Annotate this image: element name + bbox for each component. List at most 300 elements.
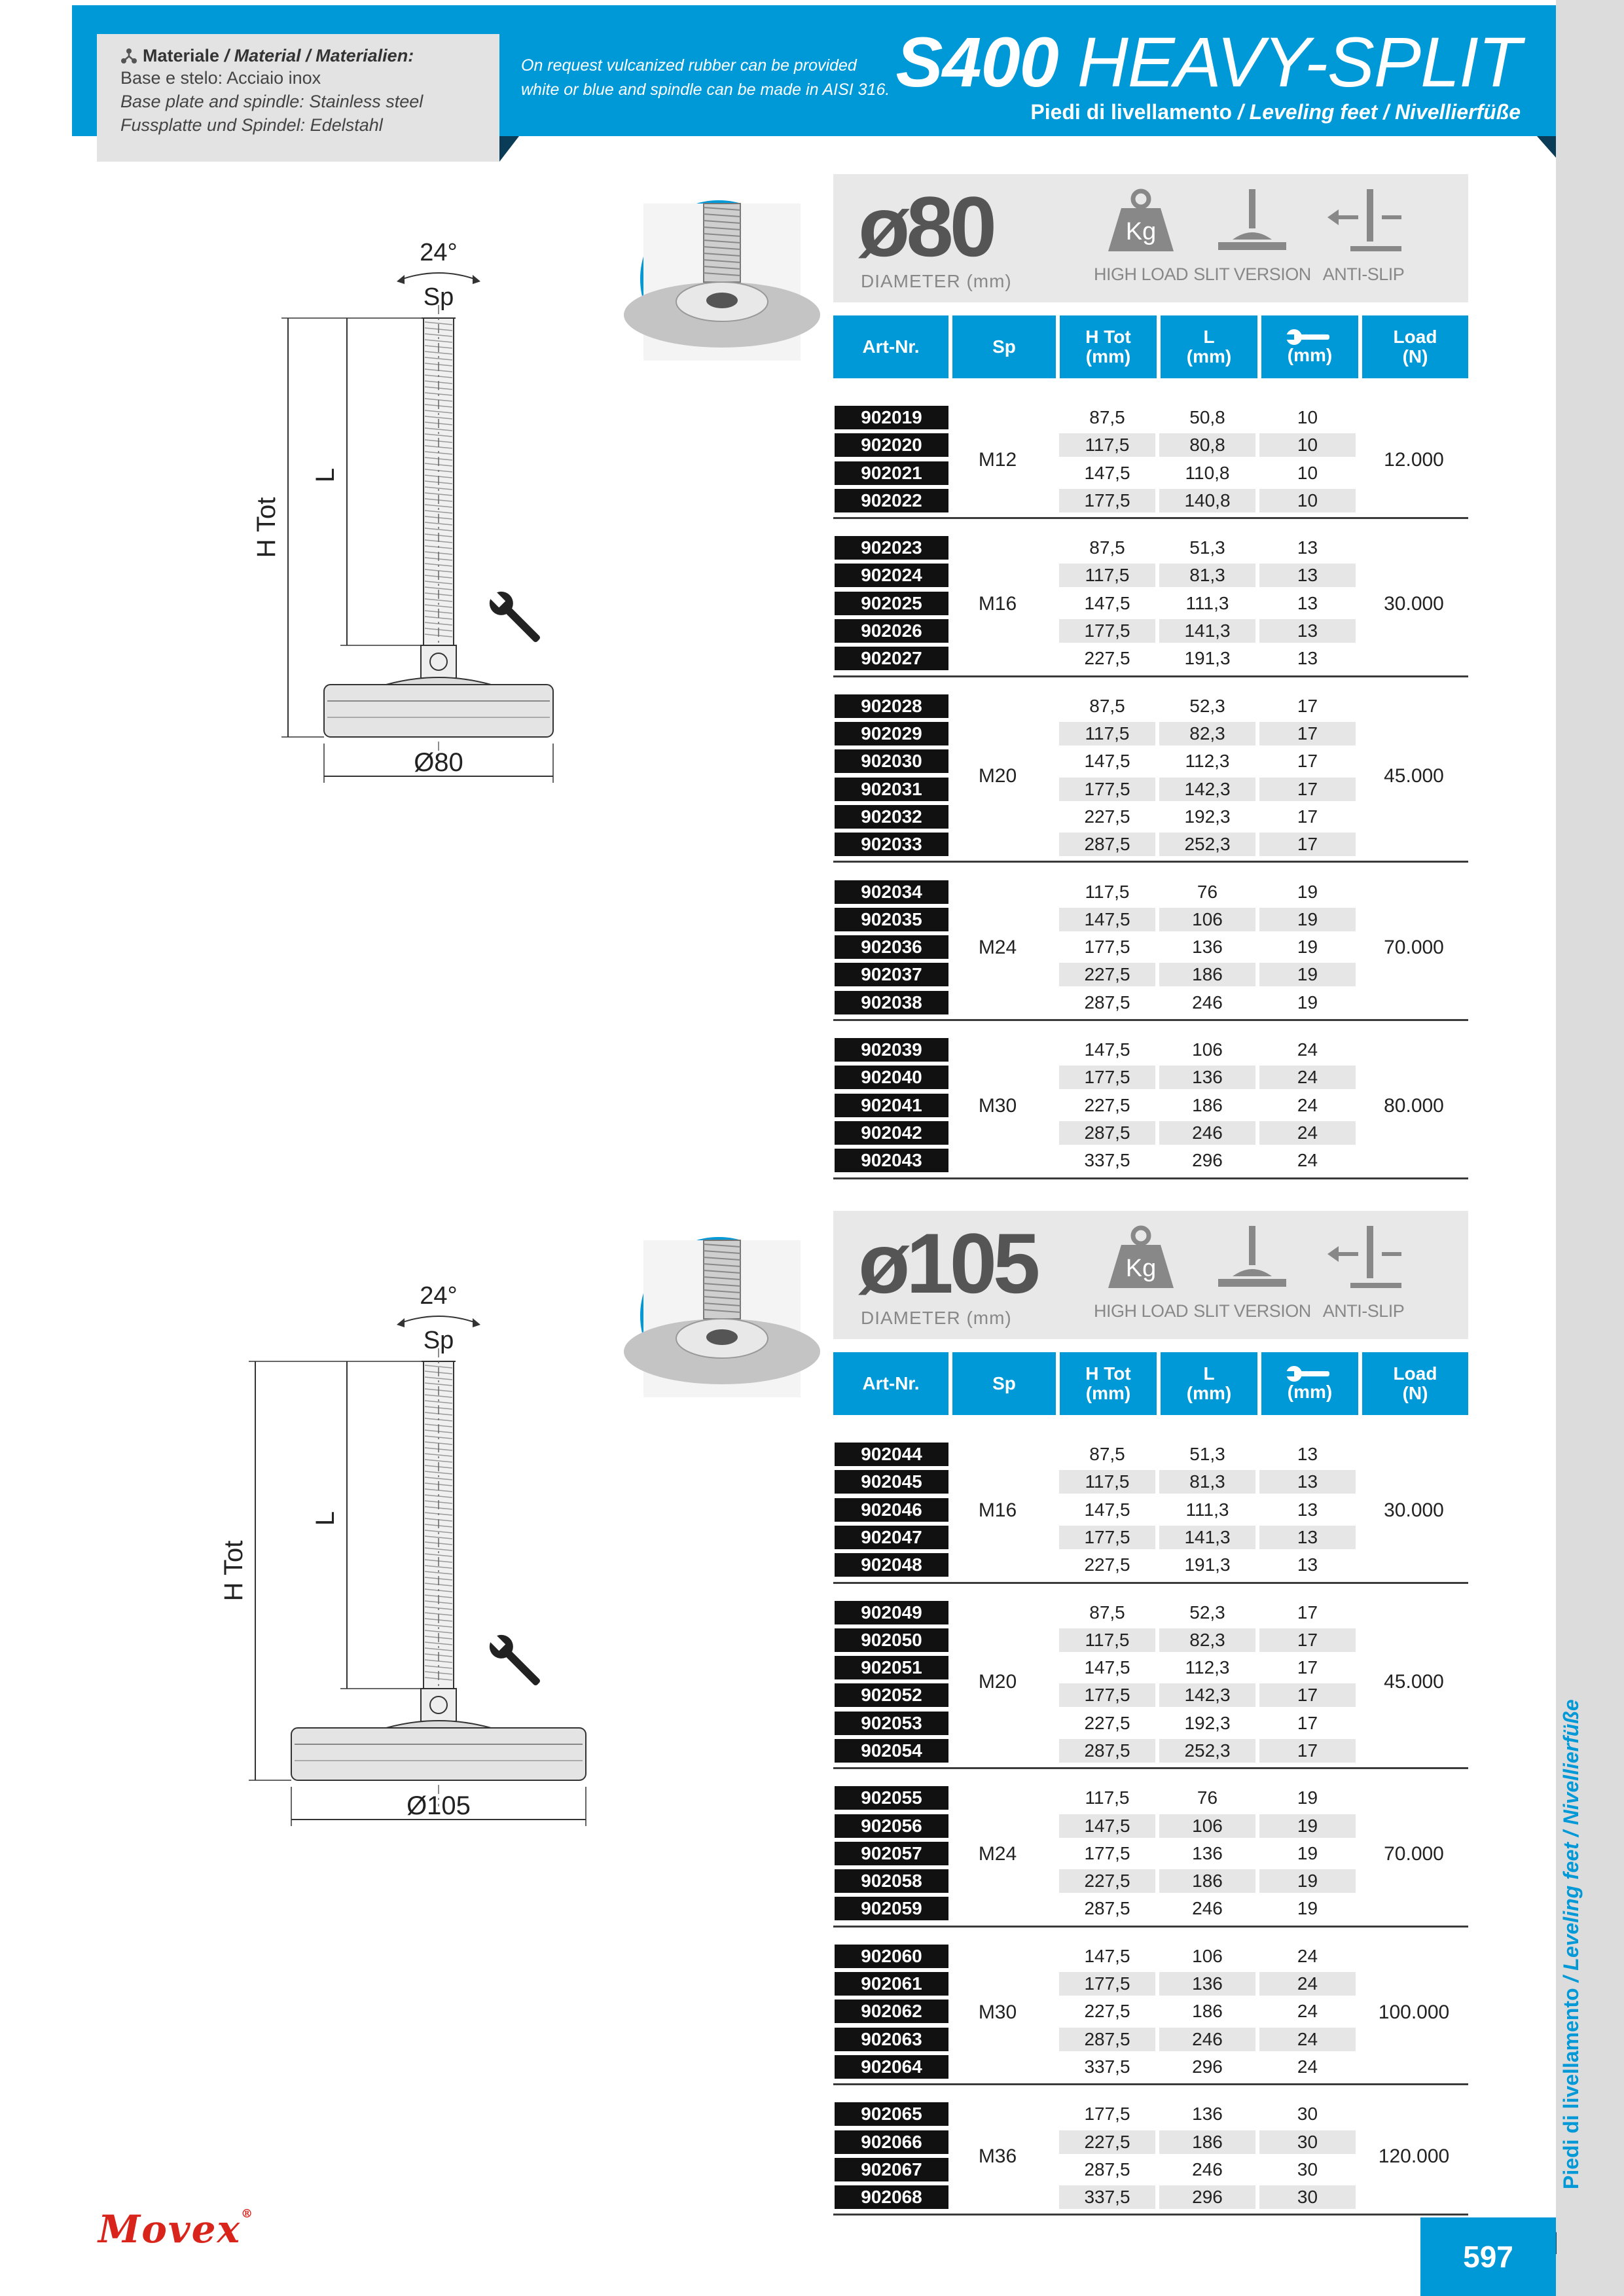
arrow-head xyxy=(473,1318,480,1327)
table-row xyxy=(833,1785,1468,1810)
note-line: white or blue and spindle can be made in AISI 316. xyxy=(521,81,890,99)
cell-l: 106 xyxy=(1159,908,1255,931)
cell-htot: 147,5 xyxy=(1084,751,1130,772)
wrench-handle xyxy=(1298,334,1329,340)
size-group-m36 xyxy=(833,2101,1468,2215)
cell-w: 17 xyxy=(1259,1739,1356,1763)
header-art xyxy=(833,315,948,378)
cell-htot: 227,5 xyxy=(1084,2001,1130,2022)
feature-anti-slip xyxy=(1301,1223,1426,1334)
cell-w: 17 xyxy=(1259,1628,1356,1652)
cell-w: 17 xyxy=(1259,833,1356,856)
article-number: 902045 xyxy=(835,1470,948,1494)
table-row xyxy=(833,1710,1468,1735)
photo-hole xyxy=(706,1329,738,1345)
cell-w: 13 xyxy=(1297,1554,1318,1575)
note-line: On request vulcanized rubber can be provided xyxy=(521,56,857,75)
cell-l: 186 xyxy=(1159,963,1255,986)
feature-anti-slip xyxy=(1301,186,1426,297)
cell-l: 252,3 xyxy=(1159,1739,1255,1763)
table-row xyxy=(833,2054,1468,2079)
l-label: L xyxy=(311,467,340,483)
cell-w: 24 xyxy=(1297,1039,1318,1060)
cell-l: 246 xyxy=(1192,992,1223,1013)
cell-w: 17 xyxy=(1297,806,1318,827)
cell-htot: 147,5 xyxy=(1084,1039,1130,1060)
article-number: 902067 xyxy=(835,2158,948,2181)
subtitle-it: Piedi di livellamento xyxy=(1030,100,1232,124)
header-htot-text: H Tot xyxy=(1085,1363,1131,1384)
header-art xyxy=(833,1352,948,1415)
weight-kg-label: Kg xyxy=(1125,218,1157,245)
cell-w: 13 xyxy=(1259,1470,1356,1494)
feature-label: HIGH LOAD xyxy=(1093,264,1189,284)
table-header xyxy=(833,1352,1468,1415)
article-number: 902036 xyxy=(835,935,948,959)
page-number: 597 xyxy=(1420,2217,1556,2296)
load-value: 80.000 xyxy=(1384,1094,1444,1117)
diameter-number: 80 xyxy=(906,179,994,274)
cell-l: 186 xyxy=(1159,2130,1255,2154)
cell-l: 81,3 xyxy=(1159,1470,1255,1494)
cell-w: 10 xyxy=(1259,489,1356,512)
product-photo xyxy=(640,200,797,357)
slit-base xyxy=(1218,242,1286,250)
wrench-icon xyxy=(483,1628,547,1693)
cell-htot: 147,5 xyxy=(1084,462,1130,483)
article-number: 902062 xyxy=(835,2000,948,2023)
cell-htot: 177,5 xyxy=(1059,1526,1155,1549)
table-header xyxy=(833,315,1468,378)
cell-htot: 117,5 xyxy=(1059,433,1155,457)
size-group-m20 xyxy=(833,1600,1468,1770)
feature-slit-version xyxy=(1190,186,1314,297)
table-row xyxy=(833,1064,1468,1089)
table-row xyxy=(833,721,1468,745)
diameter-label: DIAMETER (mm) xyxy=(861,1308,1012,1328)
table-row xyxy=(833,618,1468,643)
cell-htot: 147,5 xyxy=(1059,1814,1155,1838)
article-number: 902055 xyxy=(835,1786,948,1810)
sp-label: Sp xyxy=(423,283,454,311)
cell-htot: 227,5 xyxy=(1084,648,1130,669)
header-wrench xyxy=(1261,1352,1358,1415)
cell-w: 30 xyxy=(1297,2159,1318,2179)
cell-w: 17 xyxy=(1297,695,1318,716)
subtitle-sep: / xyxy=(1377,100,1395,124)
cell-htot: 117,5 xyxy=(1085,1787,1130,1808)
article-number: 902032 xyxy=(835,805,948,829)
cell-htot: 147,5 xyxy=(1084,1945,1130,1966)
table-row xyxy=(833,1441,1468,1466)
table-row xyxy=(833,1469,1468,1494)
feature-high-load xyxy=(1079,1223,1203,1334)
cell-l: 112,3 xyxy=(1185,751,1230,772)
thread-size: M12 xyxy=(978,448,1017,471)
cell-htot: 177,5 xyxy=(1059,778,1155,801)
header-htot-text: H Tot xyxy=(1085,327,1131,347)
slit-dome xyxy=(1233,232,1272,240)
sidebar-label-en: Leveling feet xyxy=(1559,1842,1583,1971)
cell-htot: 337,5 xyxy=(1084,1150,1130,1171)
article-number: 902063 xyxy=(835,2028,948,2051)
feature-label: HIGH LOAD xyxy=(1093,1301,1189,1321)
header-load-text: Load xyxy=(1393,327,1437,347)
product-photo-icon xyxy=(643,204,801,361)
article-number: 902026 xyxy=(835,619,948,643)
cell-w: 13 xyxy=(1259,619,1356,643)
cell-htot: 227,5 xyxy=(1084,1712,1130,1733)
wrench-icon xyxy=(1284,329,1336,346)
cell-w: 17 xyxy=(1297,1602,1318,1623)
material-title-de: Materialien: xyxy=(316,46,414,65)
load-value: 70.000 xyxy=(1384,1843,1444,1865)
article-number: 902046 xyxy=(835,1498,948,1522)
material-line-de: Fussplatte und Spindel: Edelstahl xyxy=(120,115,383,135)
article-number: 902043 xyxy=(835,1149,948,1172)
table-row xyxy=(833,693,1468,718)
cell-w: 19 xyxy=(1297,1787,1318,1808)
cell-htot: 147,5 xyxy=(1059,908,1155,931)
wrench-icon xyxy=(1284,1365,1336,1382)
logo-text: Movex xyxy=(98,2207,242,2251)
load-value: 45.000 xyxy=(1384,764,1444,787)
article-number: 902038 xyxy=(835,991,948,1014)
table-row xyxy=(833,562,1468,587)
feature-label: SLIT VERSION xyxy=(1193,1301,1311,1321)
cell-l: 186 xyxy=(1159,1869,1255,1893)
cell-l: 246 xyxy=(1159,1121,1255,1145)
cell-l: 296 xyxy=(1192,1150,1223,1171)
htot-label: H Tot xyxy=(219,1540,248,1602)
cell-l: 191,3 xyxy=(1184,648,1231,669)
article-number: 902065 xyxy=(835,2102,948,2126)
cell-l: 246 xyxy=(1192,1898,1223,1919)
article-number: 902052 xyxy=(835,1683,948,1707)
product-section xyxy=(0,174,1556,1195)
subtitle-de: Nivellierfüße xyxy=(1394,100,1521,124)
cell-w: 24 xyxy=(1297,2056,1318,2077)
header-sp xyxy=(952,315,1056,378)
article-number: 902058 xyxy=(835,1869,948,1893)
cell-w: 17 xyxy=(1297,1657,1318,1678)
weight-kg-icon xyxy=(1102,186,1180,258)
material-title-sep: / xyxy=(300,46,316,65)
cell-w: 13 xyxy=(1297,1444,1318,1464)
drawing-area xyxy=(219,1230,641,1885)
cell-w: 19 xyxy=(1297,992,1318,1013)
material-title xyxy=(120,46,485,66)
cell-htot: 287,5 xyxy=(1059,1739,1155,1763)
cell-htot: 147,5 xyxy=(1084,592,1130,613)
header-l-text: L xyxy=(1203,327,1215,347)
diameter-symbol: ø xyxy=(858,1215,907,1311)
l-label: L xyxy=(311,1511,340,1526)
header-htot-text: (mm) xyxy=(1085,1383,1131,1403)
cell-l: 52,3 xyxy=(1189,695,1225,716)
header-sp-text: Sp xyxy=(992,1373,1016,1393)
feature-label: ANTI-SLIP xyxy=(1322,1301,1405,1321)
cell-l: 141,3 xyxy=(1159,1526,1255,1549)
angle-arc xyxy=(399,1316,478,1323)
slit-version-icon xyxy=(1213,186,1291,258)
anti-slip-spindle xyxy=(1367,1226,1373,1278)
article-number: 902068 xyxy=(835,2185,948,2209)
cell-w: 17 xyxy=(1259,778,1356,801)
header-load-text: Load xyxy=(1393,1363,1437,1384)
article-number: 902033 xyxy=(835,833,948,856)
cell-l: 296 xyxy=(1159,2185,1255,2209)
cell-htot: 177,5 xyxy=(1059,1066,1155,1089)
spindle-neck xyxy=(421,1689,456,1721)
article-number: 902035 xyxy=(835,908,948,931)
table-row xyxy=(833,831,1468,856)
cell-l: 246 xyxy=(1192,2159,1223,2179)
cell-w: 24 xyxy=(1259,1121,1356,1145)
arrow-head xyxy=(473,275,480,284)
cell-l: 136 xyxy=(1159,1972,1255,1996)
product-photo-icon xyxy=(643,1240,801,1397)
anti-slip-base xyxy=(1350,246,1401,251)
cell-w: 17 xyxy=(1259,722,1356,745)
feature-label: ANTI-SLIP xyxy=(1322,264,1405,284)
table-row xyxy=(833,1552,1468,1577)
arrow-head xyxy=(397,275,405,284)
article-number: 902049 xyxy=(835,1601,948,1624)
cell-w: 19 xyxy=(1259,908,1356,931)
cell-l: 112,3 xyxy=(1185,1657,1230,1678)
cell-htot: 227,5 xyxy=(1084,806,1130,827)
cell-htot: 87,5 xyxy=(1089,537,1125,558)
wrench-icon xyxy=(483,585,547,649)
cell-htot: 117,5 xyxy=(1059,1470,1155,1494)
article-number: 902047 xyxy=(835,1526,948,1549)
article-number: 902028 xyxy=(835,694,948,718)
cell-htot: 227,5 xyxy=(1084,1554,1130,1575)
slit-version-icon xyxy=(1213,1223,1291,1295)
header-l-text: L xyxy=(1203,1363,1215,1384)
size-group-m30 xyxy=(833,1037,1468,1179)
cell-l: 252,3 xyxy=(1159,833,1255,856)
slit-dome xyxy=(1233,1269,1272,1276)
diameter-symbol: ø xyxy=(858,179,907,274)
thread-size: M36 xyxy=(978,2145,1017,2167)
thread-size: M30 xyxy=(978,2001,1017,2023)
cell-l: 192,3 xyxy=(1184,1712,1231,1733)
table-row xyxy=(833,961,1468,986)
cell-htot: 177,5 xyxy=(1059,619,1155,643)
size-group-m16 xyxy=(833,535,1468,677)
cell-l: 82,3 xyxy=(1159,1628,1255,1652)
table-row xyxy=(833,1868,1468,1893)
page-title xyxy=(895,22,1521,101)
angle-label: 24° xyxy=(420,239,458,266)
cell-l: 76 xyxy=(1197,1787,1218,1808)
cell-w: 24 xyxy=(1297,1150,1318,1171)
article-number: 902050 xyxy=(835,1628,948,1652)
article-number: 902019 xyxy=(835,406,948,429)
material-line-en: Base plate and spindle: Stainless steel xyxy=(120,92,424,111)
cell-htot: 147,5 xyxy=(1084,1657,1130,1678)
angle-label: 24° xyxy=(420,1282,458,1310)
table-row xyxy=(833,1738,1468,1763)
cell-htot: 87,5 xyxy=(1089,1444,1125,1464)
anti-slip-icon xyxy=(1324,186,1403,258)
cell-w: 17 xyxy=(1297,751,1318,772)
header-load-text: (N) xyxy=(1402,1383,1428,1403)
table-row xyxy=(833,1037,1468,1062)
size-group-m24 xyxy=(833,879,1468,1022)
article-number: 902031 xyxy=(835,778,948,801)
sidebar-label-it: Piedi di livellamento xyxy=(1559,1988,1583,2189)
table-row xyxy=(833,1895,1468,1920)
cell-l: 51,3 xyxy=(1189,537,1225,558)
cell-l: 111,3 xyxy=(1185,592,1229,613)
load-value: 30.000 xyxy=(1384,592,1444,615)
feature-label: SLIT VERSION xyxy=(1193,264,1311,284)
htot-label: H Tot xyxy=(252,497,281,558)
anti-slip-icon xyxy=(1324,1223,1403,1295)
angle-arc xyxy=(399,273,478,280)
logo-mark: ® xyxy=(241,2207,255,2221)
material-title-it: Materiale xyxy=(143,46,220,65)
cell-l: 51,3 xyxy=(1189,1444,1225,1464)
cell-htot: 337,5 xyxy=(1084,2056,1130,2077)
cell-w: 13 xyxy=(1297,537,1318,558)
cell-w: 17 xyxy=(1297,1712,1318,1733)
load-value: 100.000 xyxy=(1378,2001,1450,2023)
cell-w: 10 xyxy=(1297,407,1318,427)
article-number: 902054 xyxy=(835,1739,948,1763)
slit-base xyxy=(1218,1279,1286,1287)
cell-htot: 117,5 xyxy=(1059,1628,1155,1652)
wrench-jaw xyxy=(1285,1371,1294,1376)
anti-slip-spindle xyxy=(1367,189,1373,242)
size-group-m20 xyxy=(833,693,1468,863)
header-l xyxy=(1161,1352,1257,1415)
cell-htot: 177,5 xyxy=(1084,2104,1130,2125)
cell-l: 136 xyxy=(1159,1066,1255,1089)
cell-htot: 177,5 xyxy=(1059,1683,1155,1707)
article-number: 902029 xyxy=(835,722,948,745)
cell-w: 30 xyxy=(1297,2104,1318,2125)
base-dome xyxy=(386,677,491,685)
article-number: 902027 xyxy=(835,647,948,670)
header-l-text: (mm) xyxy=(1186,346,1232,367)
cell-htot: 227,5 xyxy=(1059,1869,1155,1893)
cell-w: 13 xyxy=(1297,592,1318,613)
material-line-it: Base e stelo: Acciaio inox xyxy=(120,68,321,88)
cell-w: 13 xyxy=(1259,1526,1356,1549)
article-number: 902021 xyxy=(835,461,948,485)
cell-w: 24 xyxy=(1297,2001,1318,2022)
cell-l: 50,8 xyxy=(1189,407,1225,427)
cell-htot: 117,5 xyxy=(1085,881,1130,902)
feature-slit-version xyxy=(1190,1223,1314,1334)
table-row xyxy=(833,1813,1468,1838)
table-row xyxy=(833,990,1468,1014)
header-fold xyxy=(1537,136,1557,158)
technical-drawing xyxy=(236,187,641,776)
table-row xyxy=(833,906,1468,931)
page-subtitle xyxy=(1030,100,1521,124)
load-value: 45.000 xyxy=(1384,1671,1444,1693)
technical-drawing xyxy=(219,1230,641,1820)
diameter-number: 105 xyxy=(906,1215,1037,1311)
cell-w: 19 xyxy=(1259,1814,1356,1838)
table-row xyxy=(833,2101,1468,2126)
cell-htot: 287,5 xyxy=(1059,2028,1155,2051)
thread-size: M20 xyxy=(978,1671,1017,1693)
title-name: HEAVY-SPLIT xyxy=(1077,22,1521,101)
article-number: 902066 xyxy=(835,2130,948,2154)
material-title-sep: / xyxy=(219,46,234,65)
feature-high-load xyxy=(1079,186,1203,297)
table-row xyxy=(833,1600,1468,1624)
header-sp-text: Sp xyxy=(992,336,1016,357)
table-row xyxy=(833,404,1468,429)
diameter-value xyxy=(858,1217,1036,1309)
article-number: 902039 xyxy=(835,1038,948,1062)
cell-w: 30 xyxy=(1259,2130,1356,2154)
cell-w: 17 xyxy=(1259,1683,1356,1707)
cell-l: 106 xyxy=(1192,1039,1223,1060)
load-value: 12.000 xyxy=(1384,448,1444,471)
header-wrench-text: (mm) xyxy=(1287,1382,1333,1402)
cell-htot: 177,5 xyxy=(1059,1972,1155,1996)
cell-l: 246 xyxy=(1159,2028,1255,2051)
weight-kg-label: Kg xyxy=(1125,1255,1157,1282)
article-number: 902061 xyxy=(835,1972,948,1996)
drawing-area xyxy=(236,187,641,842)
cell-l: 142,3 xyxy=(1159,778,1255,801)
product-photo xyxy=(640,1237,797,1394)
base-dome xyxy=(386,1721,491,1728)
load-value: 70.000 xyxy=(1384,937,1444,959)
cell-w: 13 xyxy=(1259,564,1356,587)
cell-w: 24 xyxy=(1297,1094,1318,1115)
cell-htot: 117,5 xyxy=(1059,564,1155,587)
diameter-value xyxy=(858,181,993,272)
arrow-left-head xyxy=(1327,209,1339,225)
cell-l: 142,3 xyxy=(1159,1683,1255,1707)
header-load xyxy=(1362,315,1468,378)
product-section xyxy=(0,1211,1556,2232)
article-number: 902022 xyxy=(835,489,948,512)
sidebar-label-sep: / xyxy=(1559,1970,1583,1988)
cell-w: 13 xyxy=(1297,1499,1318,1520)
cell-w: 19 xyxy=(1297,1842,1318,1863)
photo-hole xyxy=(706,293,738,308)
cell-htot: 117,5 xyxy=(1059,722,1155,745)
article-number: 902037 xyxy=(835,963,948,986)
base-plate xyxy=(324,685,553,737)
table-row xyxy=(833,1943,1468,1968)
size-group-m30 xyxy=(833,1943,1468,2086)
cell-htot: 287,5 xyxy=(1084,992,1130,1013)
thread-size: M20 xyxy=(978,764,1017,787)
size-group-m16 xyxy=(833,1441,1468,1584)
cell-l: 192,3 xyxy=(1184,806,1231,827)
cell-w: 19 xyxy=(1297,881,1318,902)
thread-size: M30 xyxy=(978,1094,1017,1117)
cell-w: 19 xyxy=(1297,1898,1318,1919)
article-number: 902024 xyxy=(835,564,948,587)
size-group-m12 xyxy=(833,404,1468,519)
cell-htot: 147,5 xyxy=(1084,1499,1130,1520)
cell-l: 186 xyxy=(1192,1094,1223,1115)
arrow-left-head xyxy=(1327,1246,1339,1262)
